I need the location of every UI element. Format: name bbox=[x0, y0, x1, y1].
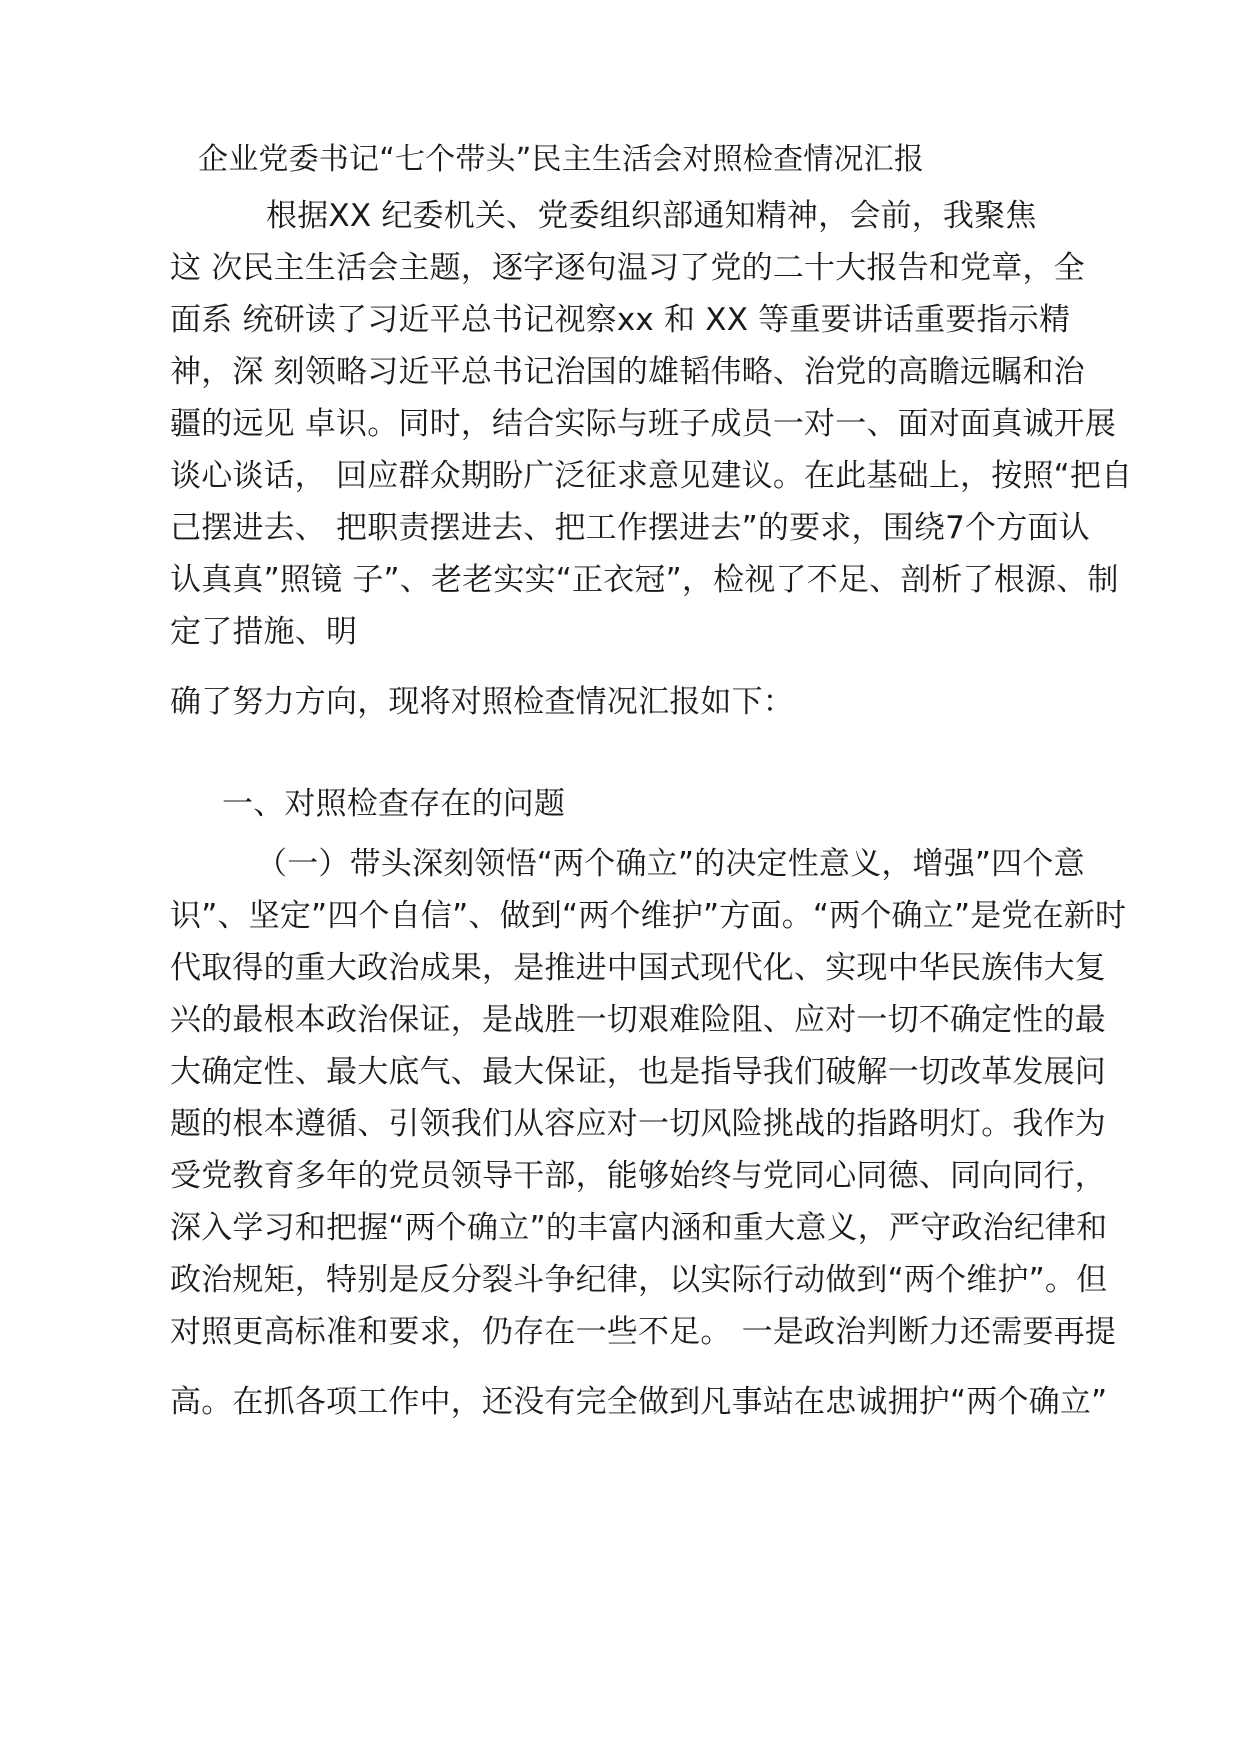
section-line-2: 识”、坚定”四个自信”、做到“两个维护”方面。“两个确立”是党在新时 bbox=[170, 898, 1127, 934]
intro-line-7: 己摆进去、 把职责摆进去、把工作摆进去”的要求，围绕7个方面认 bbox=[170, 510, 1090, 546]
section-line-3: 代取得的重大政治成果，是推进中国式现代化、实现中华民族伟大复 bbox=[170, 950, 1106, 986]
intro-line-1: 根据XX 纪委机关、党委组织部通知精神，会前，我聚焦 bbox=[266, 198, 1037, 234]
intro-line-4: 神，深 刻领略习近平总书记治国的雄韬伟略、治党的高瞻远瞩和治 bbox=[170, 354, 1085, 390]
section-line-5: 大确定性、最大底气、最大保证，也是指导我们破解一切改革发展问 bbox=[170, 1054, 1106, 1090]
section-line-11: 高。在抓各项工作中，还没有完全做到凡事站在忠诚拥护“两个确立” bbox=[170, 1384, 1108, 1420]
document-title: 企业党委书记“七个带头”民主生活会对照检查情况汇报 bbox=[198, 142, 925, 177]
section-line-10: 对照更高标准和要求，仍存在一些不足。 一是政治判断力还需要再提 bbox=[170, 1314, 1117, 1350]
section-line-1: （一）带头深刻领悟“两个确立”的决定性意义，增强”四个意 bbox=[256, 846, 1085, 882]
section-heading: 一、对照检查存在的问题 bbox=[222, 786, 566, 822]
intro-line-2: 这 次民主生活会主题，逐字逐句温习了党的二十大报告和党章，全 bbox=[170, 250, 1085, 286]
intro-line-10: 确了努力方向，现将对照检查情况汇报如下： bbox=[170, 684, 794, 720]
section-line-6: 题的根本遵循、引领我们从容应对一切风险挑战的指路明灯。我作为 bbox=[170, 1106, 1106, 1142]
intro-line-6: 谈心谈话， 回应群众期盼广泛征求意见建议。在此基础上，按照“把自 bbox=[170, 458, 1133, 494]
intro-line-8: 认真真”照镜 子”、老老实实“正衣冠”，检视了不足、剖析了根源、制 bbox=[170, 562, 1119, 598]
intro-line-3: 面系 统研读了习近平总书记视察xx 和 XX 等重要讲话重要指示精 bbox=[170, 302, 1071, 338]
section-line-7: 受党教育多年的党员领导干部，能够始终与党同心同德、同向同行， bbox=[170, 1158, 1106, 1194]
section-line-4: 兴的最根本政治保证，是战胜一切艰难险阻、应对一切不确定性的最 bbox=[170, 1002, 1106, 1038]
section-line-9: 政治规矩，特别是反分裂斗争纪律，以实际行动做到“两个维护”。但 bbox=[170, 1262, 1108, 1298]
intro-line-9: 定了措施、明 bbox=[170, 614, 358, 650]
intro-line-5: 疆的远见 卓识。同时，结合实际与班子成员一对一、面对面真诚开展 bbox=[170, 406, 1117, 442]
section-line-8: 深入学习和把握“两个确立”的丰富内涵和重大意义，严守政治纪律和 bbox=[170, 1210, 1108, 1246]
